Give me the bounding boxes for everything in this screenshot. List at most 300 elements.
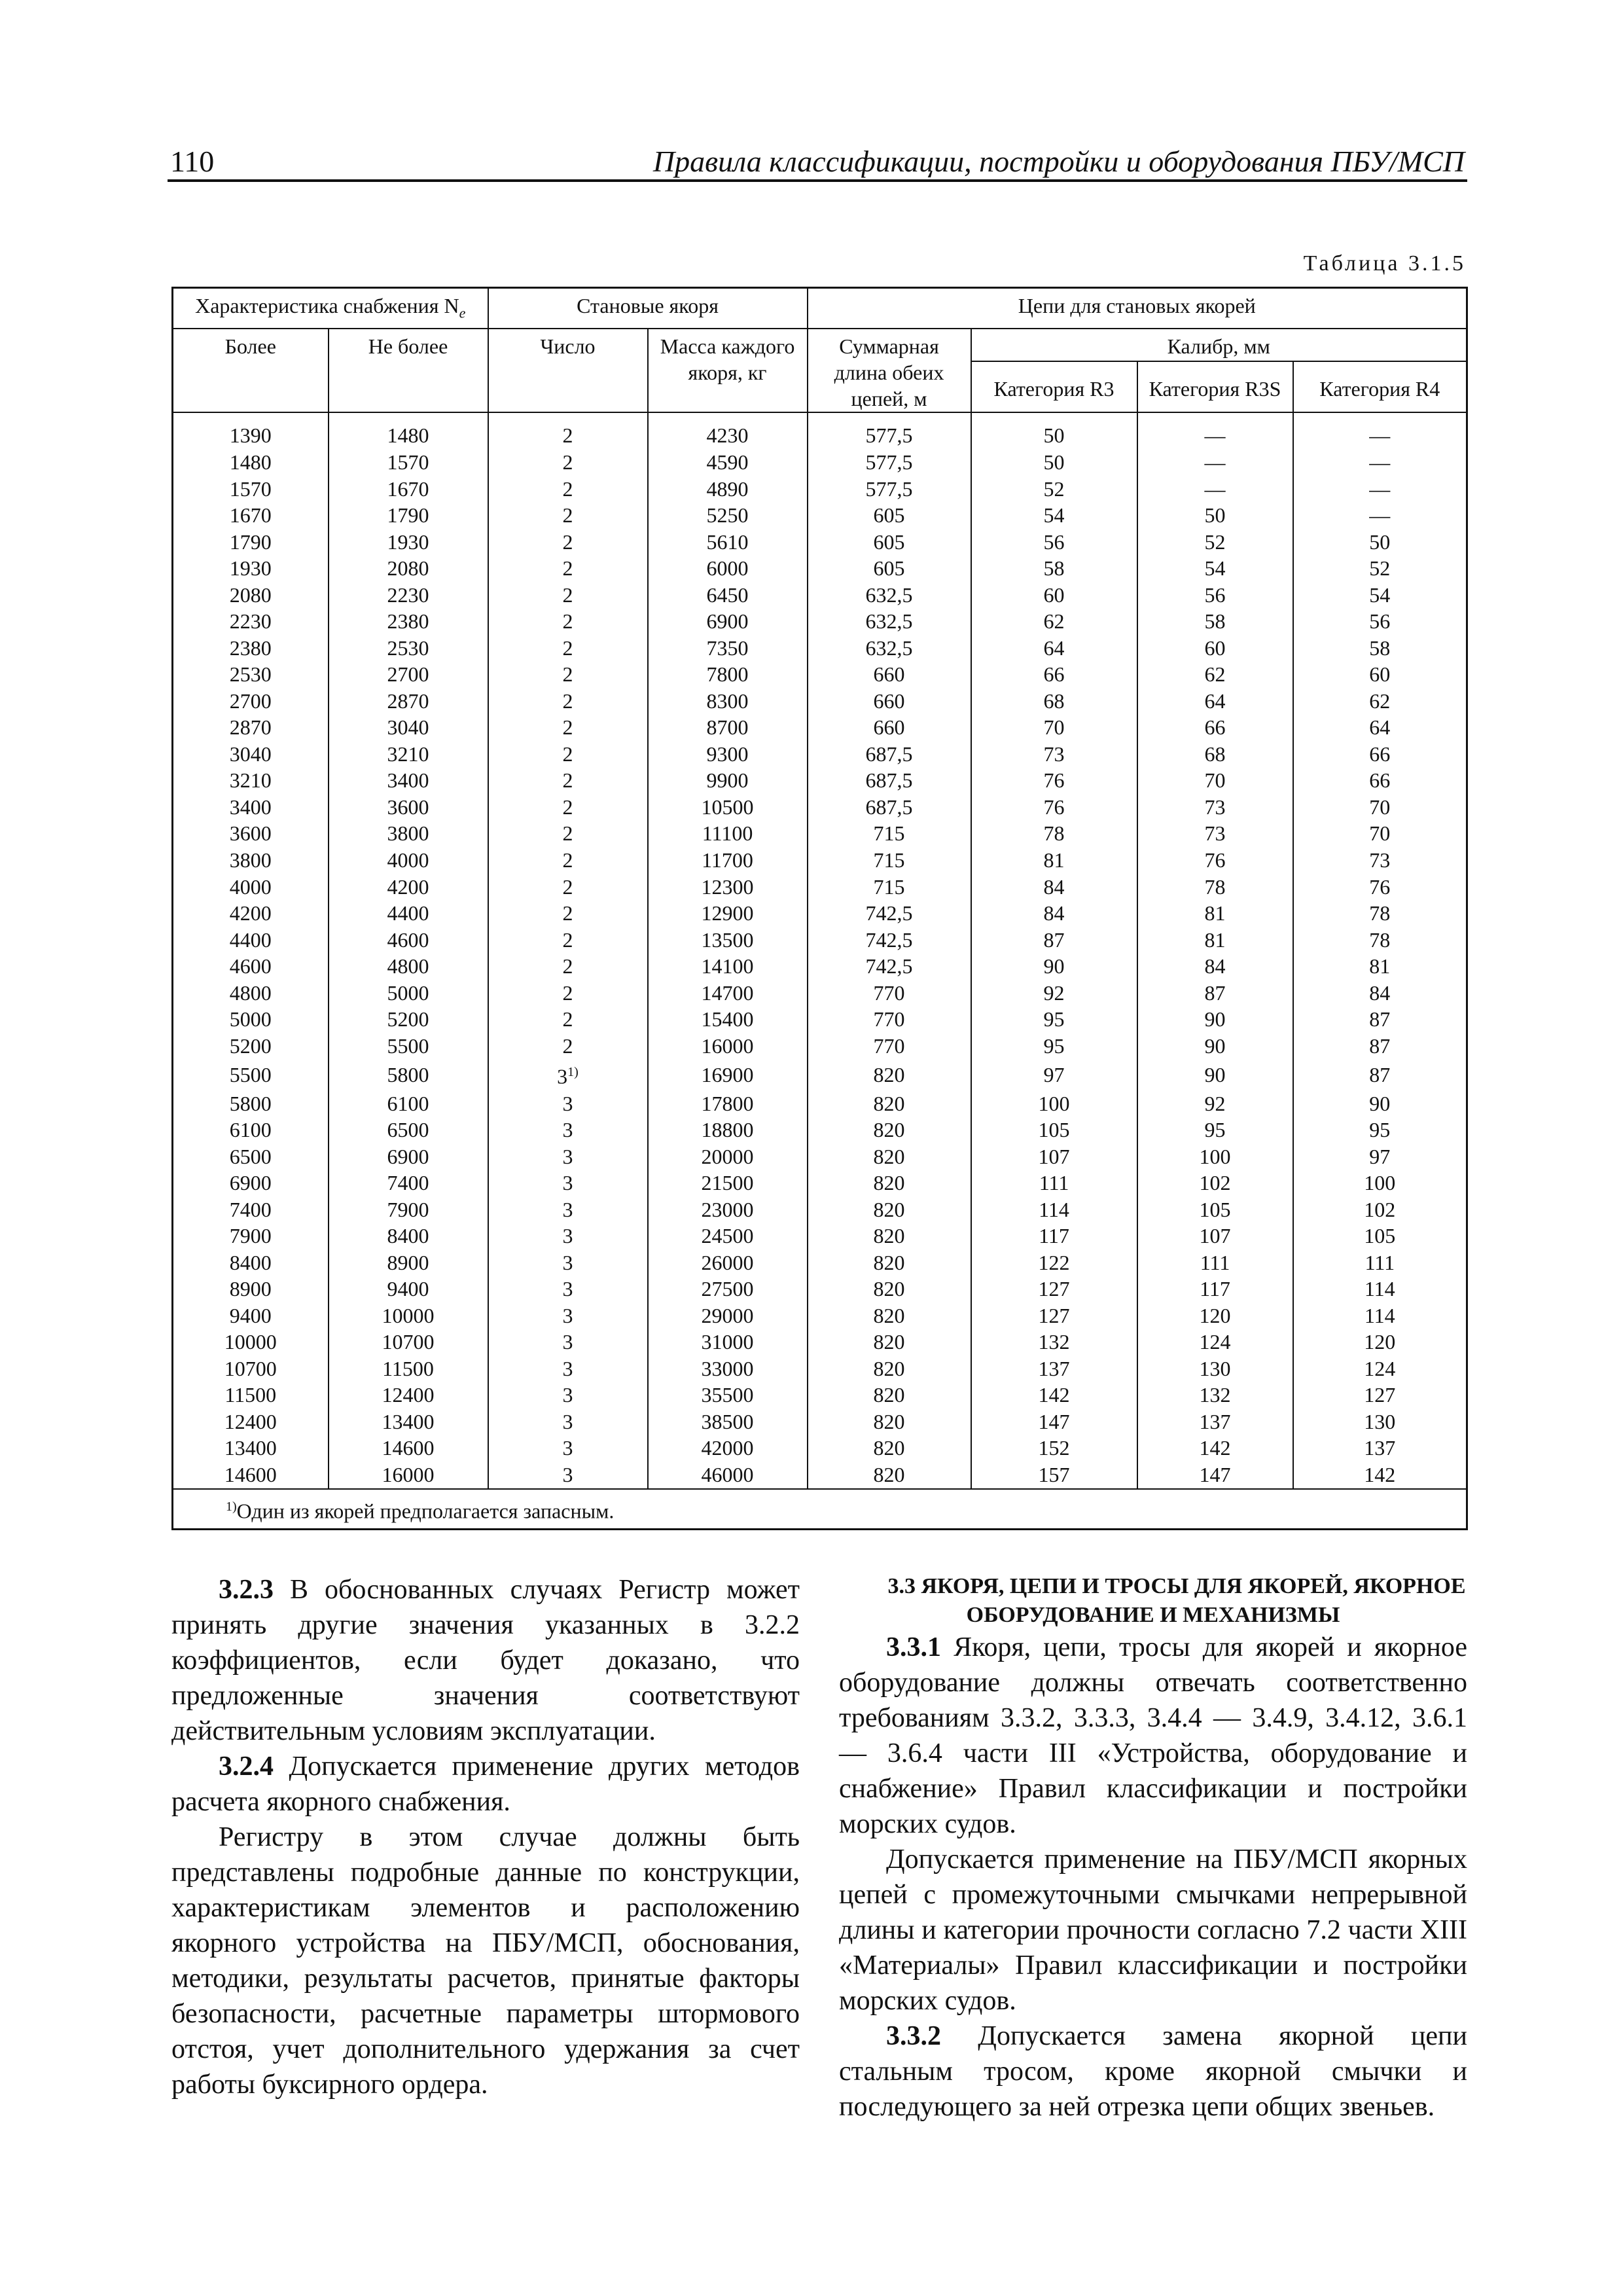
- cell-mass: 20000: [648, 1143, 808, 1170]
- cell-not-more: 2080: [329, 555, 488, 582]
- cell-count: 3: [488, 1302, 648, 1329]
- cell-not-more: 1790: [329, 502, 488, 529]
- table-row: [173, 873, 1467, 900]
- cell-mass: 18800: [648, 1117, 808, 1143]
- cell-r4: 52: [1293, 555, 1467, 582]
- cell-r3s: 90: [1137, 1059, 1293, 1090]
- cell-not-more: 5500: [329, 1032, 488, 1059]
- table-body: [173, 412, 1467, 1489]
- cell-r3: 50: [971, 412, 1137, 450]
- cell-not-more: 2870: [329, 688, 488, 715]
- cell-length: 715: [808, 873, 971, 900]
- cell-mass: 9300: [648, 741, 808, 768]
- cell-r3: 56: [971, 529, 1137, 556]
- cell-mass: 17800: [648, 1090, 808, 1117]
- cell-not-more: 4600: [329, 926, 488, 953]
- cell-r3: 152: [971, 1435, 1137, 1462]
- cell-mass: 12300: [648, 873, 808, 900]
- cell-r3: 52: [971, 476, 1137, 503]
- table-row: [173, 1223, 1467, 1249]
- cell-mass: 8300: [648, 688, 808, 715]
- cell-r3: 114: [971, 1196, 1137, 1223]
- cell-r3: 117: [971, 1223, 1137, 1249]
- cell-count: 2: [488, 412, 648, 450]
- table-row: [173, 820, 1467, 847]
- table-row: [173, 741, 1467, 768]
- cell-r4: 124: [1293, 1355, 1467, 1382]
- cell-not-more: 3040: [329, 714, 488, 741]
- table-row: [173, 1170, 1467, 1196]
- cell-r3s: 68: [1137, 741, 1293, 768]
- header-not-more: Не более: [329, 329, 488, 412]
- table-row: [173, 1196, 1467, 1223]
- cell-more: 11500: [173, 1382, 329, 1408]
- cell-length: 632,5: [808, 582, 971, 609]
- table-row: [173, 1302, 1467, 1329]
- cell-length: 715: [808, 820, 971, 847]
- table-row: [173, 1143, 1467, 1170]
- cell-r4: 84: [1293, 979, 1467, 1006]
- cell-not-more: 4400: [329, 900, 488, 927]
- paragraph-3-2-3: 3.2.3 В обоснованных случаях Регистр может принять другие значения указанных в 3.2.2 коэффициентов, если будет доказано, что предложенные значения соответствуют действительным условиям эксплуатации.: [171, 1575, 800, 1746]
- table-row: [173, 1355, 1467, 1382]
- cell-not-more: 16000: [329, 1462, 488, 1489]
- cell-r3: 147: [971, 1408, 1137, 1435]
- cell-length: 687,5: [808, 767, 971, 794]
- cell-not-more: 7400: [329, 1170, 488, 1196]
- header-cat-r4: Категория R4: [1293, 361, 1467, 412]
- cell-more: 8900: [173, 1276, 329, 1302]
- cell-length: 820: [808, 1143, 971, 1170]
- paragraph-3-2-4: 3.2.4 Допускается применение других методов расчета якорного снабжения.: [171, 1751, 800, 1817]
- cell-count: 2: [488, 502, 648, 529]
- cell-r4: 66: [1293, 741, 1467, 768]
- cell-r4: 95: [1293, 1117, 1467, 1143]
- cell-count: 3: [488, 1382, 648, 1408]
- cell-not-more: 3800: [329, 820, 488, 847]
- cell-r3: 137: [971, 1355, 1137, 1382]
- cell-count: 3$^{1)}$: [488, 1059, 648, 1090]
- cell-r3: 142: [971, 1382, 1137, 1408]
- cell-r4: 100: [1293, 1170, 1467, 1196]
- header-chains: Цепи для становых якорей: [808, 288, 1467, 329]
- cell-r4: 54: [1293, 582, 1467, 609]
- cell-not-more: 2530: [329, 635, 488, 662]
- header-mass: Масса каждого якоря, кг: [648, 329, 808, 412]
- cell-r3s: 56: [1137, 582, 1293, 609]
- cell-more: 9400: [173, 1302, 329, 1329]
- cell-count: 2: [488, 820, 648, 847]
- cell-r4: 102: [1293, 1196, 1467, 1223]
- cell-not-more: 4200: [329, 873, 488, 900]
- cell-count: 3: [488, 1462, 648, 1489]
- cell-mass: 9900: [648, 767, 808, 794]
- cell-mass: 38500: [648, 1408, 808, 1435]
- cell-count: 3: [488, 1170, 648, 1196]
- cell-r3: 50: [971, 449, 1137, 476]
- table-row: [173, 979, 1467, 1006]
- paragraph-3-3-1: 3.3.1 Якоря, цепи, тросы для якорей и якорное оборудование должны отвечать соответственно требованиям 3.3.2, 3.3.3, 3.4.4 — 3.4.9, 3.4.12, 3.6.1 — 3.6.4 части III «Устройства, оборудование и снабжение» Правил классификации и постройки морских судов.: [839, 1632, 1467, 1839]
- running-title: Правила классификации, постройки и оборудования ПБУ/МСП: [652, 145, 1465, 178]
- cell-not-more: 2700: [329, 661, 488, 688]
- cell-more: 2230: [173, 608, 329, 635]
- header-cat-r3: Категория R3: [971, 361, 1137, 412]
- cell-r4: 62: [1293, 688, 1467, 715]
- cell-mass: 16900: [648, 1059, 808, 1090]
- cell-mass: 35500: [648, 1382, 808, 1408]
- cell-r4: —: [1293, 412, 1467, 450]
- cell-count: 2: [488, 1032, 648, 1059]
- cell-length: 770: [808, 1006, 971, 1033]
- cell-count: 2: [488, 608, 648, 635]
- table-row: [173, 635, 1467, 662]
- cell-r4: 58: [1293, 635, 1467, 662]
- cell-r4: 87: [1293, 1032, 1467, 1059]
- cell-r3s: 60: [1137, 635, 1293, 662]
- cell-r3s: 120: [1137, 1302, 1293, 1329]
- cell-r3s: 102: [1137, 1170, 1293, 1196]
- cell-more: 1930: [173, 555, 329, 582]
- cell-r3: 84: [971, 873, 1137, 900]
- cell-not-more: 3600: [329, 794, 488, 821]
- cell-r4: 87: [1293, 1059, 1467, 1090]
- cell-not-more: 3210: [329, 741, 488, 768]
- cell-length: 660: [808, 688, 971, 715]
- cell-r3s: 62: [1137, 661, 1293, 688]
- cell-r4: 114: [1293, 1276, 1467, 1302]
- cell-length: 820: [808, 1059, 971, 1090]
- cell-more: 1670: [173, 502, 329, 529]
- cell-mass: 11100: [648, 820, 808, 847]
- cell-r4: 60: [1293, 661, 1467, 688]
- cell-r3s: 132: [1137, 1382, 1293, 1408]
- cell-mass: 14700: [648, 979, 808, 1006]
- cell-not-more: 4000: [329, 847, 488, 874]
- cell-length: 742,5: [808, 953, 971, 980]
- right-text-column: [839, 1572, 1467, 2125]
- cell-not-more: 12400: [329, 1382, 488, 1408]
- cell-mass: 7800: [648, 661, 808, 688]
- cell-length: 632,5: [808, 635, 971, 662]
- table-row: [173, 412, 1467, 450]
- cell-r4: 111: [1293, 1249, 1467, 1276]
- cell-length: 820: [808, 1435, 971, 1462]
- cell-not-more: 5000: [329, 979, 488, 1006]
- cell-mass: 4230: [648, 412, 808, 450]
- cell-length: 632,5: [808, 608, 971, 635]
- cell-mass: 16000: [648, 1032, 808, 1059]
- cell-r3s: 130: [1137, 1355, 1293, 1382]
- cell-more: 5200: [173, 1032, 329, 1059]
- cell-not-more: 1480: [329, 412, 488, 450]
- cell-not-more: 2230: [329, 582, 488, 609]
- cell-not-more: 1670: [329, 476, 488, 503]
- cell-length: 820: [808, 1090, 971, 1117]
- cell-count: 2: [488, 714, 648, 741]
- table-row: [173, 1435, 1467, 1462]
- cell-r3: 95: [971, 1032, 1137, 1059]
- cell-count: 2: [488, 926, 648, 953]
- cell-length: 820: [808, 1302, 971, 1329]
- table-row: [173, 1032, 1467, 1059]
- cell-mass: 13500: [648, 926, 808, 953]
- cell-more: 1480: [173, 449, 329, 476]
- table-row: [173, 661, 1467, 688]
- paragraph-register-requirements: Регистру в этом случае должны быть представлены подробные данные по конструкции, характеристикам элементов и расположению якорного устройства на ПБУ/МСП, обоснования, методики, результаты расчетов, принятые факторы безопасности, расчетные параметры штормового отстоя, учет дополнительного удержания за счет работы буксирного ордера.: [171, 1822, 800, 2100]
- cell-count: 2: [488, 1006, 648, 1033]
- cell-r3s: 100: [1137, 1143, 1293, 1170]
- cell-not-more: 6500: [329, 1117, 488, 1143]
- cell-not-more: 10000: [329, 1302, 488, 1329]
- cell-r3: 100: [971, 1090, 1137, 1117]
- cell-not-more: 8400: [329, 1223, 488, 1249]
- table-row: [173, 767, 1467, 794]
- paragraph-3-3-2: 3.3.2 Допускается замена якорной цепи стальным тросом, кроме якорной смычки и последующего за ней отрезка цепи общих звеньев.: [839, 2021, 1467, 2122]
- cell-r3: 122: [971, 1249, 1137, 1276]
- cell-r3s: 52: [1137, 529, 1293, 556]
- cell-r3: 157: [971, 1462, 1137, 1489]
- cell-length: 715: [808, 847, 971, 874]
- table-row: [173, 900, 1467, 927]
- cell-more: 2870: [173, 714, 329, 741]
- cell-mass: 5610: [648, 529, 808, 556]
- cell-mass: 4890: [648, 476, 808, 503]
- cell-r3: 111: [971, 1170, 1137, 1196]
- cell-r3s: 78: [1137, 873, 1293, 900]
- table-row: [173, 714, 1467, 741]
- cell-r3: 127: [971, 1276, 1137, 1302]
- cell-count: 2: [488, 555, 648, 582]
- cell-count: 2: [488, 767, 648, 794]
- cell-r3s: 117: [1137, 1276, 1293, 1302]
- cell-r3: 62: [971, 608, 1137, 635]
- cell-more: 4000: [173, 873, 329, 900]
- cell-more: 3210: [173, 767, 329, 794]
- cell-r3s: 90: [1137, 1006, 1293, 1033]
- cell-more: 12400: [173, 1408, 329, 1435]
- cell-r4: 130: [1293, 1408, 1467, 1435]
- cell-r3s: 54: [1137, 555, 1293, 582]
- cell-r3: 107: [971, 1143, 1137, 1170]
- cell-more: 6500: [173, 1143, 329, 1170]
- cell-r4: 50: [1293, 529, 1467, 556]
- cell-length: 820: [808, 1408, 971, 1435]
- cell-r3s: 73: [1137, 820, 1293, 847]
- cell-not-more: 8900: [329, 1249, 488, 1276]
- cell-more: 2530: [173, 661, 329, 688]
- table-row: [173, 1276, 1467, 1302]
- cell-length: 687,5: [808, 741, 971, 768]
- cell-not-more: 6100: [329, 1090, 488, 1117]
- cell-more: 4800: [173, 979, 329, 1006]
- header-caliber: Калибр, мм: [971, 329, 1467, 361]
- cell-not-more: 3400: [329, 767, 488, 794]
- cell-r3s: —: [1137, 476, 1293, 503]
- cell-r4: 114: [1293, 1302, 1467, 1329]
- cell-count: 2: [488, 661, 648, 688]
- cell-more: 1790: [173, 529, 329, 556]
- cell-not-more: 7900: [329, 1196, 488, 1223]
- cell-mass: 29000: [648, 1302, 808, 1329]
- cell-r3: 81: [971, 847, 1137, 874]
- cell-r4: —: [1293, 502, 1467, 529]
- cell-mass: 10500: [648, 794, 808, 821]
- cell-r3s: 95: [1137, 1117, 1293, 1143]
- table-row: [173, 926, 1467, 953]
- cell-r3: 66: [971, 661, 1137, 688]
- cell-r3s: 50: [1137, 502, 1293, 529]
- cell-count: 3: [488, 1355, 648, 1382]
- cell-length: 742,5: [808, 926, 971, 953]
- cell-r3: 84: [971, 900, 1137, 927]
- cell-count: 2: [488, 635, 648, 662]
- cell-r3: 95: [971, 1006, 1137, 1033]
- cell-length: 820: [808, 1117, 971, 1143]
- cell-count: 2: [488, 794, 648, 821]
- cell-mass: 4590: [648, 449, 808, 476]
- cell-mass: 11700: [648, 847, 808, 874]
- cell-count: 3: [488, 1249, 648, 1276]
- cell-count: 2: [488, 741, 648, 768]
- table-row: [173, 529, 1467, 556]
- cell-r3: 78: [971, 820, 1137, 847]
- cell-length: 820: [808, 1196, 971, 1223]
- cell-r3s: 73: [1137, 794, 1293, 821]
- cell-mass: 15400: [648, 1006, 808, 1033]
- cell-r3: 92: [971, 979, 1137, 1006]
- cell-more: 1570: [173, 476, 329, 503]
- cell-length: 605: [808, 502, 971, 529]
- cell-r4: 142: [1293, 1462, 1467, 1489]
- table-row: [173, 1382, 1467, 1408]
- cell-more: 2700: [173, 688, 329, 715]
- table-row: [173, 1408, 1467, 1435]
- cell-r3: 76: [971, 794, 1137, 821]
- cell-r3: 127: [971, 1302, 1137, 1329]
- cell-more: 4400: [173, 926, 329, 953]
- cell-not-more: 4800: [329, 953, 488, 980]
- cell-mass: 12900: [648, 900, 808, 927]
- cell-r3s: 142: [1137, 1435, 1293, 1462]
- cell-length: 605: [808, 555, 971, 582]
- cell-r3s: 81: [1137, 926, 1293, 953]
- cell-more: 5000: [173, 1006, 329, 1033]
- cell-length: 742,5: [808, 900, 971, 927]
- cell-r3s: 87: [1137, 979, 1293, 1006]
- table-row: [173, 476, 1467, 503]
- cell-length: 660: [808, 714, 971, 741]
- cell-r4: —: [1293, 449, 1467, 476]
- page-number: 110: [170, 145, 215, 178]
- table-row: [173, 1059, 1467, 1090]
- table-row: [173, 608, 1467, 635]
- cell-more: 1390: [173, 412, 329, 450]
- table-row: [173, 1090, 1467, 1117]
- cell-more: 4600: [173, 953, 329, 980]
- cell-count: 3: [488, 1329, 648, 1355]
- cell-length: 820: [808, 1329, 971, 1355]
- table-row: [173, 1117, 1467, 1143]
- cell-count: 2: [488, 873, 648, 900]
- header-cat-r3s: Категория R3S: [1137, 361, 1293, 412]
- cell-more: 3400: [173, 794, 329, 821]
- cell-more: 10000: [173, 1329, 329, 1355]
- table-row: [173, 794, 1467, 821]
- cell-count: 2: [488, 449, 648, 476]
- cell-mass: 24500: [648, 1223, 808, 1249]
- cell-r4: 120: [1293, 1329, 1467, 1355]
- cell-mass: 8700: [648, 714, 808, 741]
- cell-more: 6900: [173, 1170, 329, 1196]
- cell-mass: 23000: [648, 1196, 808, 1223]
- cell-count: 3: [488, 1196, 648, 1223]
- cell-r4: 81: [1293, 953, 1467, 980]
- cell-r4: 78: [1293, 900, 1467, 927]
- cell-count: 3: [488, 1408, 648, 1435]
- table-row: [173, 1462, 1467, 1489]
- cell-more: 5500: [173, 1059, 329, 1090]
- cell-mass: 6900: [648, 608, 808, 635]
- cell-more: 7400: [173, 1196, 329, 1223]
- cell-r3: 70: [971, 714, 1137, 741]
- cell-r3s: 90: [1137, 1032, 1293, 1059]
- cell-not-more: 2380: [329, 608, 488, 635]
- table-row: [173, 847, 1467, 874]
- cell-r3s: 84: [1137, 953, 1293, 980]
- cell-length: 820: [808, 1355, 971, 1382]
- cell-mass: 27500: [648, 1276, 808, 1302]
- header-number: Число: [488, 329, 648, 412]
- cell-r3s: 66: [1137, 714, 1293, 741]
- header-more: Более: [173, 329, 329, 412]
- cell-r3: 90: [971, 953, 1137, 980]
- table-row: [173, 1329, 1467, 1355]
- cell-not-more: 5200: [329, 1006, 488, 1033]
- cell-count: 3: [488, 1223, 648, 1249]
- table-footnote: $^{1)}$Один из якорей предполагается запасным.: [173, 1489, 1467, 1530]
- cell-r4: 73: [1293, 847, 1467, 874]
- cell-more: 6100: [173, 1117, 329, 1143]
- cell-not-more: 10700: [329, 1329, 488, 1355]
- cell-more: 7900: [173, 1223, 329, 1249]
- cell-r3: 76: [971, 767, 1137, 794]
- cell-mass: 5250: [648, 502, 808, 529]
- cell-r4: 56: [1293, 608, 1467, 635]
- cell-r3: 87: [971, 926, 1137, 953]
- cell-more: 14600: [173, 1462, 329, 1489]
- cell-not-more: 9400: [329, 1276, 488, 1302]
- cell-length: 770: [808, 979, 971, 1006]
- cell-r3s: 107: [1137, 1223, 1293, 1249]
- cell-r4: 87: [1293, 1006, 1467, 1033]
- cell-mass: 6000: [648, 555, 808, 582]
- cell-more: 13400: [173, 1435, 329, 1462]
- table-row: [173, 555, 1467, 582]
- cell-r4: 137: [1293, 1435, 1467, 1462]
- cell-more: 2380: [173, 635, 329, 662]
- cell-r3s: 70: [1137, 767, 1293, 794]
- cell-r4: —: [1293, 476, 1467, 503]
- cell-r3s: —: [1137, 412, 1293, 450]
- cell-more: 2080: [173, 582, 329, 609]
- cell-more: 8400: [173, 1249, 329, 1276]
- cell-not-more: 5800: [329, 1059, 488, 1090]
- cell-r3s: —: [1137, 449, 1293, 476]
- cell-count: 2: [488, 476, 648, 503]
- cell-r3s: 137: [1137, 1408, 1293, 1435]
- cell-more: 4200: [173, 900, 329, 927]
- cell-length: 577,5: [808, 449, 971, 476]
